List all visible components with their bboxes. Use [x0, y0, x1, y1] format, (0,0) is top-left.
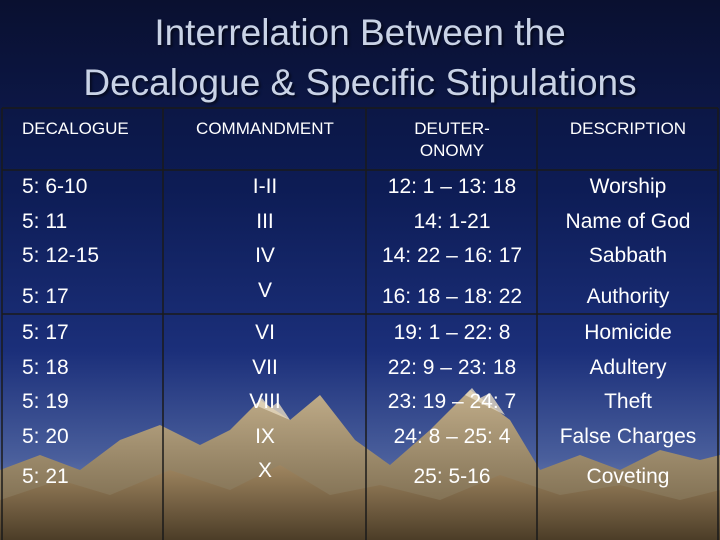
table-cell: 25: 5-16 [413, 465, 491, 488]
table-cell: 5: 6-10 [22, 175, 88, 198]
table-cell: III [256, 209, 274, 233]
table-cell: 5: 19 [22, 390, 69, 413]
table-cell: IV [255, 244, 275, 267]
table-cell: VIII [249, 390, 281, 413]
table-cell: 5: 12-15 [22, 244, 100, 267]
table-cell: Name of God [565, 209, 691, 233]
group-2-description [539, 316, 717, 495]
table-cell: 24: 8 – 25: 4 [393, 424, 511, 448]
table-cell: Adultery [589, 355, 667, 379]
table-cell: IX [255, 424, 275, 448]
table-cell: 5: 18 [22, 355, 69, 379]
table-cell: 14: 22 – 16: 17 [381, 244, 523, 267]
table-cell: 5: 17 [22, 284, 69, 308]
table-cell: 14: 1-21 [413, 209, 491, 233]
table-cell: 5: 11 [22, 209, 68, 233]
slide-title-line-2: Decalogue & Specific Stipulations [83, 62, 637, 103]
group-2-deuteronomy [368, 316, 536, 495]
group-1-decalogue [22, 170, 162, 314]
table-cell: False Charges [559, 424, 697, 448]
table-cell: 5: 21 [22, 465, 69, 488]
group-2-decalogue [22, 316, 162, 495]
table-cell: I-II [252, 175, 278, 198]
table-cell: 22: 9 – 23: 18 [387, 355, 517, 379]
header-deuteronomy [368, 118, 536, 162]
group-2-commandment [165, 316, 365, 489]
table-cell: Authority [586, 284, 670, 308]
group-1-deuteronomy [368, 170, 536, 314]
group-1-description [539, 170, 717, 314]
table-cell: VI [255, 321, 275, 344]
slide-title [0, 8, 720, 108]
group-1-commandment [165, 170, 365, 308]
table-cell: 12: 1 – 13: 18 [387, 175, 517, 198]
header-deuteronomy-line-2: ONOMY [419, 141, 485, 160]
table-cell: 5: 20 [22, 424, 69, 448]
table-cell: 16: 18 – 18: 22 [381, 284, 523, 308]
header-description: DESCRIPTION [569, 119, 687, 138]
table-cell: 23: 19 – 24: 7 [387, 390, 517, 413]
table-cell: 5: 17 [22, 321, 69, 344]
table-cell: Coveting [586, 465, 670, 488]
table-cell: V [257, 278, 272, 302]
table-cell: Sabbath [588, 244, 668, 267]
header-deuteronomy-line-1: DEUTER- [414, 119, 490, 138]
table-cell: Theft [604, 390, 652, 413]
table-cell: Worship [589, 175, 667, 198]
slide-title-line-1: Interrelation Between the [154, 12, 566, 53]
table-cell: VII [252, 355, 278, 379]
table-cell: 19: 1 – 22: 8 [393, 321, 511, 344]
table-cell: Homicide [584, 321, 672, 344]
header-decalogue: DECALOGUE [22, 119, 129, 138]
table-cell: X [257, 459, 272, 482]
header-commandment: COMMANDMENT [196, 119, 334, 138]
